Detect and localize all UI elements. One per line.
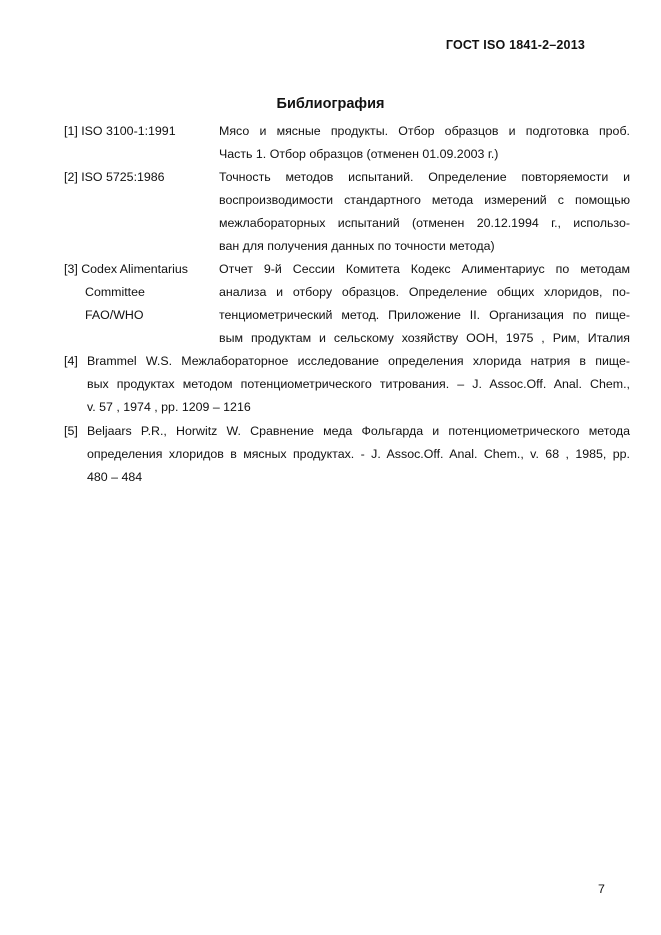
entry-3-reference: Committee [85, 285, 145, 299]
entry-5-line: 480 – 484 [87, 470, 143, 484]
entry-3-description-line: Отчет 9-й Сессии Комитета Кодекс Алиментариус по методам [219, 262, 630, 276]
entry-3-reference: FAO/WHO [85, 308, 144, 322]
entry-5-line: [5] Beljaars P.R., Horwitz W. Сравнение меда Фольгарда и потенциометрического метода [64, 424, 630, 438]
entry-3-reference: [3] Codex Alimentarius [64, 262, 188, 276]
entry-1-description-line: Мясо и мясные продукты. Отбор образцов и подготовка проб. [219, 124, 630, 138]
document-header: ГОСТ ISO 1841-2–2013 [445, 38, 585, 52]
entry-2-reference: [2] ISO 5725:1986 [64, 170, 165, 184]
entry-2-description-line: Точность методов испытаний. Определение повторяемости и [219, 170, 630, 184]
entry-4-line: вых продуктах методом потенциометрического титрования. – J. Assoc.Off. Anal. Chem., [87, 377, 630, 391]
page-title: Библиография [276, 96, 385, 112]
entry-5-line: определения хлоридов в мясных продуктах. - J. Assoc.Off. Anal. Chem., v. 68 , 1985, pp. [87, 447, 630, 461]
entry-2-description-line: ван для получения данных по точности метода) [219, 239, 495, 253]
entry-3-description-line: анализа и отбору образцов. Определение общих хлоридов, по- [219, 285, 630, 299]
entry-4-line: v. 57 , 1974 , pp. 1209 – 1216 [87, 400, 251, 414]
entry-1-description-line: Часть 1. Отбор образцов (отменен 01.09.2003 г.) [219, 147, 499, 161]
entry-2-description-line: воспроизводимости стандартного метода измерений с помощью [219, 193, 630, 207]
page-number: 7 [598, 882, 605, 896]
entry-1-reference: [1] ISO 3100-1:1991 [64, 124, 176, 138]
entry-4-line: [4] Brammel W.S. Межлабораторное исследование определения хлорида натрия в пище- [64, 354, 630, 368]
entry-3-description-line: вым продуктам и сельскому хозяйству ООН, 1975 , Рим, Италия [219, 331, 630, 345]
entry-2-description-line: межлабораторных испытаний (отменен 20.12.1994 г., использо- [219, 216, 630, 230]
entry-3-description-line: тенциометрический метод. Приложение II. Организация по пище- [219, 308, 630, 322]
